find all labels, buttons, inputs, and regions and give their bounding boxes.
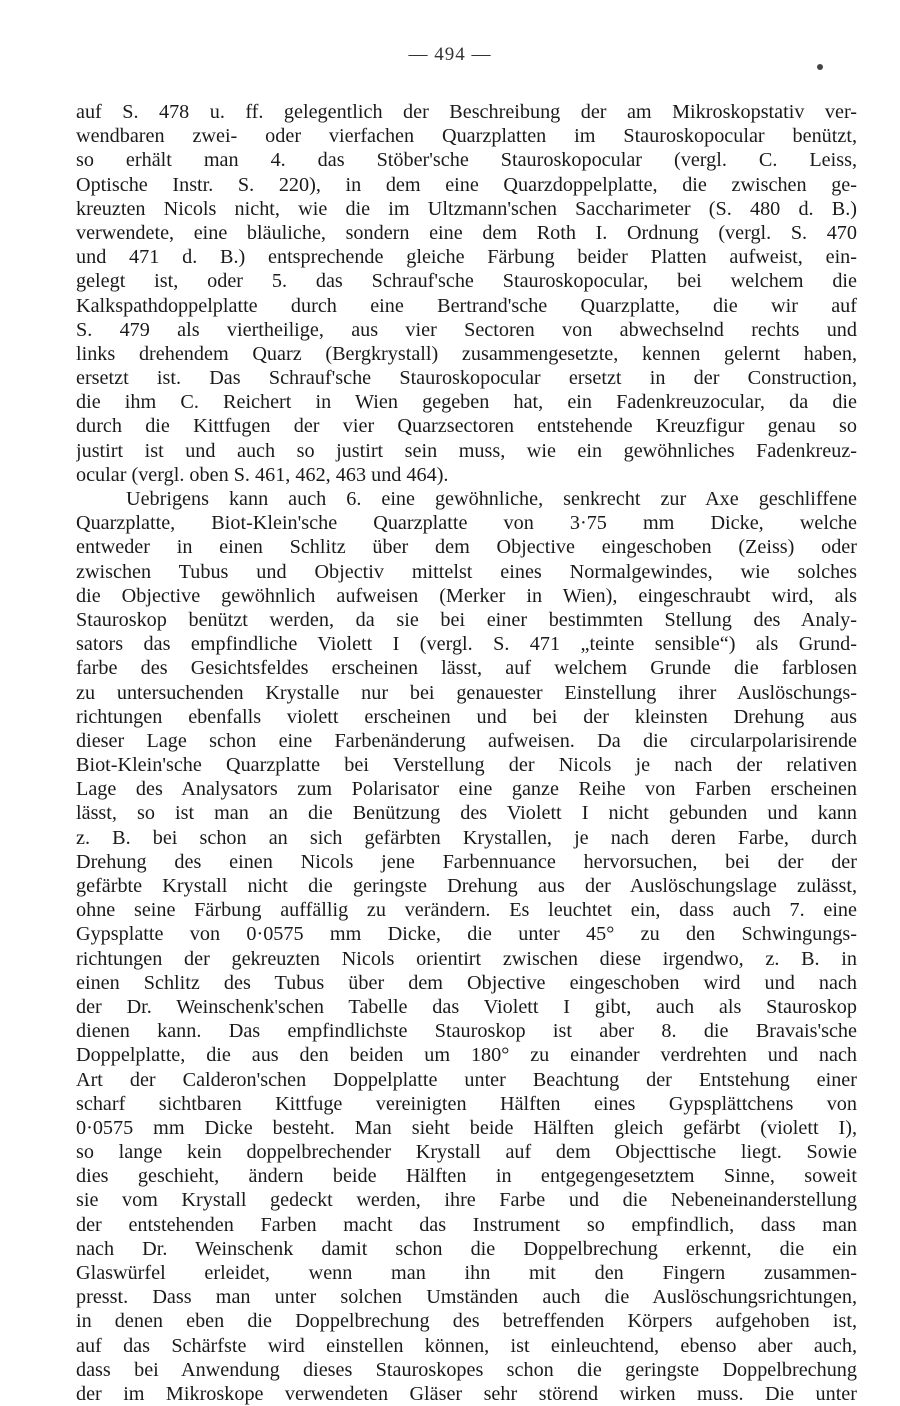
text-line: Glaswürfel erleidet, wenn man ihn mit den Fingern zusammen- [76,1262,857,1284]
text-line: Biot-Klein'sche Quarzplatte bei Verstellung der Nicols je nach der relativen [76,754,857,777]
text-line: dies geschieht, ändern beide Hälften in entgegengesetztem Sinne, soweit [76,1165,857,1188]
text-line: Art der Calderon'schen Doppelplatte unter Beachtung der Entstehung einer [76,1068,857,1091]
text-line: in denen eben die Doppelbrechung des betreffenden Körpers aufgehoben ist, [76,1310,857,1333]
text-line: der im Mikroskope verwendeten Gläser sehr störend wirken muss. Die unter [76,1382,857,1405]
text-line: zu untersuchenden Krystalle nur bei genauester Einstellung ihrer Auslöschungs- [76,681,857,704]
text-line: Gypsplatte von 0·0575 mm Dicke, die unter 45° zu den Schwingungs- [76,923,857,946]
text-line: dass bei Anwendung dieses Stauroskopes schon die geringste Doppelbrechung [76,1358,857,1381]
text-line: richtungen der gekreuzten Nicols orientirt zwischen diese irgendwo, z. B. in [76,947,857,970]
text-line: scharf sichtbaren Kittfuge vereinigten Hälften eines Gypsplättchens von [76,1092,857,1115]
text-line: 0·0575 mm Dicke besteht. Man sieht beide Hälften gleich gefärbt (violett I), [76,1116,857,1139]
text-line: dienen kann. Das empfindlichste Stauroskop ist aber 8. die Bravais'sche [76,1020,857,1043]
text-line: so lange kein doppelbrechender Krystall auf dem Objecttische liegt. Sowie [76,1141,857,1164]
body-text [76,100,857,1406]
text-line: die Objective gewöhnlich aufweisen (Merker in Wien), eingeschraubt wird, als [76,584,857,607]
text-line: ohne seine Färbung auffällig zu verändern. Es leuchtet ein, dass auch 7. eine [76,899,857,922]
text-line: verwendete, eine bläuliche, sondern eine dem Roth I. Ordnung (vergl. S. 470 [76,221,857,244]
text-line: justirt ist und auch so justirt sein muss, wie ein gewöhnliches Fadenkreuz- [76,439,857,462]
text-line: richtungen ebenfalls violett erscheinen und bei der kleinsten Drehung aus [76,705,857,728]
paragraph-end-line: ocular (vergl. oben S. 461, 462, 463 und 464). [76,463,449,486]
text-line: Kalkspathdoppelplatte durch eine Bertrand'sche Quarzplatte, die wir auf [76,294,857,317]
paragraph-start-line: Uebrigens kann auch 6. eine gewöhnliche, senkrecht zur Axe geschliffene [126,488,857,510]
text-line: nach Dr. Weinschenk damit schon die Doppelbrechung erkennt, die ein [76,1237,857,1260]
text-line: so erhält man 4. das Stöber'sche Stauroskopocular (vergl. C. Leiss, [76,149,857,172]
text-line: Optische Instr. S. 220), in dem eine Quarzdoppelplatte, die zwischen ge- [76,173,857,196]
text-line: durch die Kittfugen der vier Quarzsectoren entstehende Kreuzfigur genau so [76,415,857,438]
text-line: Doppelplatte, die aus den beiden um 180° zu einander verdrehten und nach [76,1044,857,1067]
text-line: und 471 d. B.) entsprechende gleiche Färbung beider Platten aufweist, ein- [76,246,857,269]
text-line: presst. Dass man unter solchen Umständen auch die Auslöschungsrichtungen, [76,1286,857,1309]
text-line: einen Schlitz des Tubus über dem Objective eingeschoben wird und nach [76,971,857,994]
text-line: lässt, so ist man an die Benützung des Violett I nicht gebunden und kann [76,802,857,825]
text-line: links drehendem Quarz (Bergkrystall) zusammengesetzte, kennen gelernt haben, [76,342,857,365]
text-line: der Dr. Weinschenk'schen Tabelle das Violett I gibt, auch als Stauroskop [76,995,857,1018]
text-line: gelegt ist, oder 5. das Schrauf'sche Stauroskopocular, bei welchem die [76,270,857,293]
text-line: S. 479 als viertheilige, aus vier Sectoren von abwechselnd rechts und [76,318,857,341]
text-line: zwischen Tubus und Objectiv mittelst eines Normalgewindes, wie solches [76,560,857,583]
text-line: kreuzten Nicols nicht, wie die im Ultzmann'schen Saccharimeter (S. 480 d. B.) [76,197,857,220]
text-line: auf S. 478 u. ff. gelegentlich der Beschreibung der am Mikroskopstativ ver- [76,101,857,123]
text-line: die ihm C. Reichert in Wien gegeben hat, ein Fadenkreuzocular, da die [76,391,857,414]
print-speck [817,64,823,70]
text-line: Quarzplatte, Biot-Klein'sche Quarzplatte von 3·75 mm Dicke, welche [76,512,857,535]
page-number: — 494 — [408,44,492,65]
text-line: gefärbte Krystall nicht die geringste Drehung aus der Auslöschungslage zulässt, [76,875,857,897]
text-line: auf das Schärfste wird einstellen können, ist einleuchtend, ebenso aber auch, [76,1334,857,1357]
text-line: Stauroskop benützt werden, da sie bei einer bestimmten Stellung des Analy- [76,608,857,631]
text-line: entweder in einen Schlitz über dem Objective eingeschoben (Zeiss) oder [76,536,857,559]
text-line: z. B. bei schon an sich gefärbten Krystallen, je nach deren Farbe, durch [76,826,857,849]
text-line: farbe des Gesichtsfeldes erscheinen lässt, auf welchem Grunde die farblosen [76,657,857,680]
text-line: der entstehenden Farben macht das Instrument so empfindlich, dass man [76,1213,857,1236]
text-line: Drehung des einen Nicols jene Farbennuance hervorsuchen, bei der der [76,850,857,873]
text-line: dieser Lage schon eine Farbenänderung aufweisen. Da die circularpolarisirende [76,729,857,752]
text-line: wendbaren zwei- oder vierfachen Quarzplatten im Stauroskopocular benützt, [76,125,857,148]
text-line: ersetzt ist. Das Schrauf'sche Stauroskopocular ersetzt in der Construction, [76,367,857,390]
text-line: sators das empfindliche Violett I (vergl. S. 471 „teinte sensible“) als Grund- [76,633,857,656]
text-line: sie vom Krystall gedeckt werden, ihre Farbe und die Nebeneinanderstellung [76,1189,857,1212]
text-line: Lage des Analysators zum Polarisator eine ganze Reihe von Farben erscheinen [76,778,857,801]
